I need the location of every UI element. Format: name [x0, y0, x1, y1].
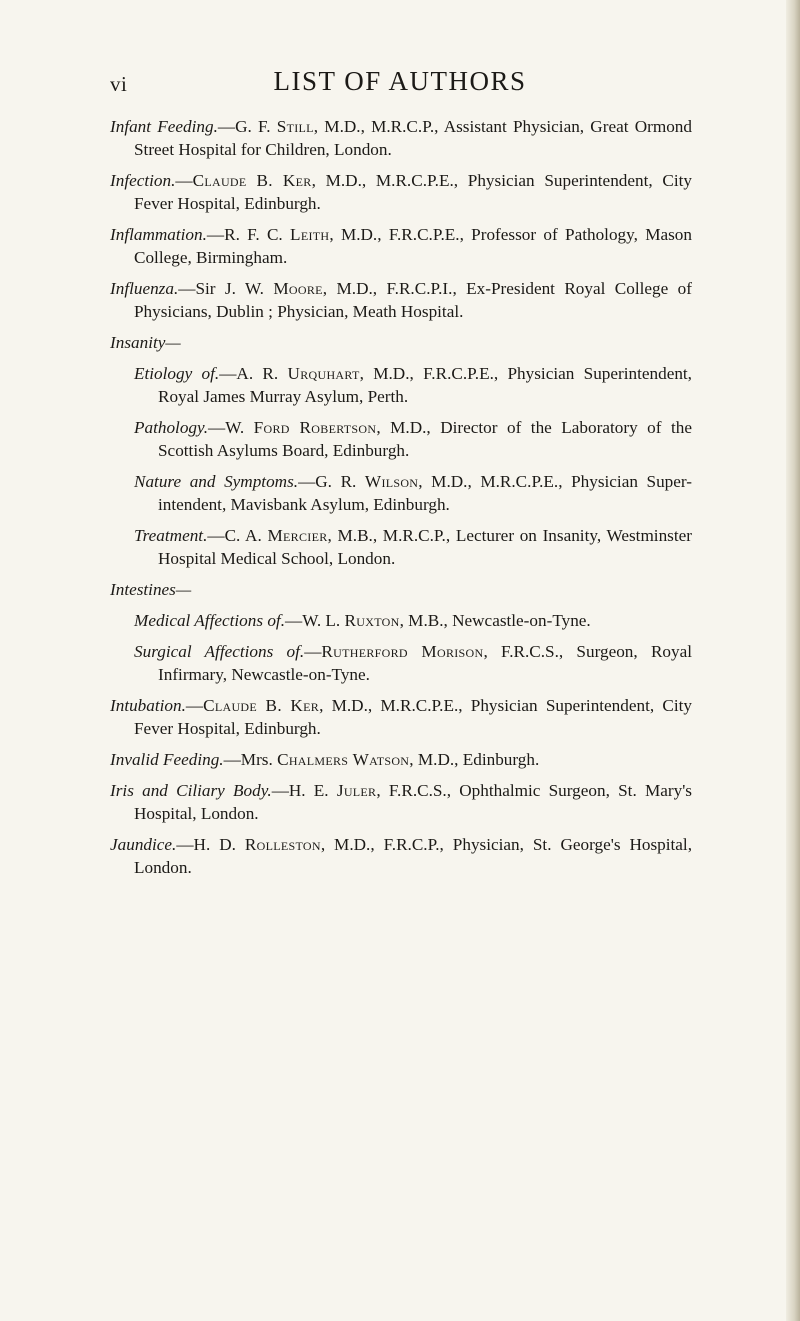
entry-intubation: Intubation.—Claude B. Ker, M.D., M.R.C.P.E., Physician Superintendent, City Fever Hospital, Edinburgh.: [110, 696, 692, 738]
author-list: [110, 115, 692, 887]
author-name: Moore: [273, 279, 323, 298]
entry-influenza: Influenza.—Sir J. W. Moore, M.D., F.R.C.P.I., Ex-President Royal College of Physicians, Dublin ; Physician, Meath Hospital.: [110, 279, 692, 321]
running-title: LIST OF AUTHORS: [273, 66, 527, 96]
author-name: Chalmers Watson: [277, 750, 410, 769]
author-name: Wilson: [364, 472, 419, 491]
author-name: Claude B. Ker: [203, 696, 320, 715]
entry-jaundice: Jaundice.—H. D. Rolleston, M.D., F.R.C.P., Physician, St. George's Hospital, London.: [110, 835, 692, 877]
entry-iris-ciliary-body: Iris and Ciliary Body.—H. E. Juler, F.R.C.S., Ophthalmic Surgeon, St. Mary's Hospital, London.: [110, 781, 692, 823]
entry-insanity-nature-symptoms: Nature and Symptoms.—G. R. Wilson, M.D., M.R.C.P.E., Physician Super-intendent, Mavisbank Asylum, Edinburgh.: [134, 472, 692, 514]
entry-infant-feeding: Infant Feeding.—G. F. Still, M.D., M.R.C.P., Assistant Physician, Great Ormond Street Hospital for Children, London.: [110, 117, 692, 159]
heading-intestines: Intestines—: [110, 580, 192, 599]
page-number: vi: [110, 72, 128, 96]
author-name: Urquhart: [287, 364, 360, 383]
author-name: Juler: [336, 781, 377, 800]
entry-intestines-medical: Medical Affections of.—W. L. Ruxton, M.B., Newcastle-on-Tyne.: [134, 611, 591, 630]
heading-insanity: Insanity—: [110, 333, 181, 352]
author-name: Claude B. Ker: [192, 171, 312, 190]
author-name: Leith: [290, 225, 330, 244]
entry-insanity-etiology: Etiology of.—A. R. Urquhart, M.D., F.R.C.P.E., Physician Superintendent, Royal James Murray Asylum, Perth.: [134, 364, 692, 406]
entry-inflammation: Inflammation.—R. F. C. Leith, M.D., F.R.C.P.E., Professor of Pathology, Mason College, Birmingham.: [110, 225, 692, 267]
entry-infection: Infection.—Claude B. Ker, M.D., M.R.C.P.E., Physician Superintendent, City Fever Hospital, Edinburgh.: [110, 171, 693, 213]
author-name: Ford Robertson: [253, 418, 377, 437]
entry-insanity-pathology: Pathology.—W. Ford Robertson, M.D., Director of the Laboratory of the Scottish Asylums Board, Edinburgh.: [134, 418, 692, 460]
page-header: [110, 66, 690, 102]
author-name: Rolleston: [244, 835, 321, 854]
page-edge: [786, 0, 800, 1321]
entry-invalid-feeding: Invalid Feeding.—Mrs. Chalmers Watson, M.D., Edinburgh.: [110, 750, 540, 769]
entry-intestines-surgical: Surgical Affections of.—Rutherford Morison, F.R.C.S., Surgeon, Royal Infirmary, Newcastle-on-Tyne.: [134, 642, 692, 684]
author-name: Ruxton: [344, 611, 400, 630]
author-name: Mercier: [267, 526, 328, 545]
entry-insanity-treatment: Treatment.—C. A. Mercier, M.B., M.R.C.P., Lecturer on Insanity, Westminster Hospital Medical School, London.: [134, 526, 692, 568]
author-name: Rutherford Morison: [321, 642, 484, 661]
author-name: Still: [276, 117, 314, 136]
